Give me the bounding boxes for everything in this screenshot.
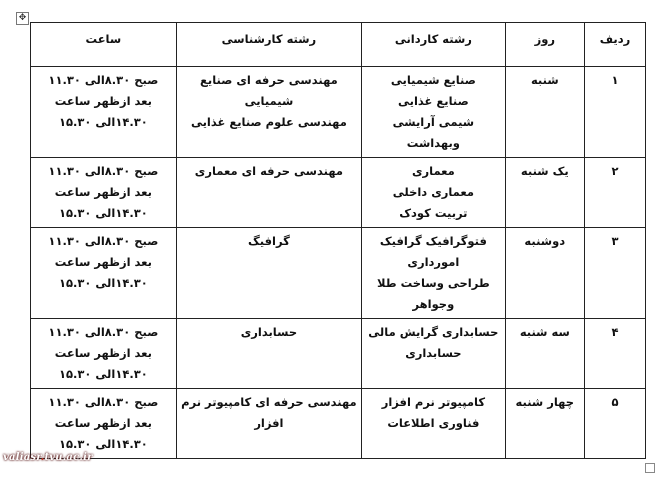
cell-day: دوشنبه [505, 228, 584, 319]
cell-karshenasi [176, 228, 361, 319]
header-time: ساعت [31, 23, 177, 67]
cell-line: ۱۴.۳۰الی ۱۵.۳۰ [58, 367, 148, 381]
site-watermark [3, 452, 93, 463]
cell-day: چهار شنبه [505, 389, 584, 459]
cell-time [31, 67, 177, 158]
cell-row-number: ۳ [584, 228, 645, 319]
cell-line: شیمیایی [244, 94, 294, 108]
cell-karshenasi [176, 67, 361, 158]
cell-line: ۱۴.۳۰الی ۱۵.۳۰ [58, 276, 148, 290]
cell-line: فتوگرافیک گرافیک [379, 234, 487, 248]
cell-line: صبح ۸.۳۰الی ۱۱.۳۰ [48, 395, 159, 409]
cell-line: وجواهر [412, 297, 455, 311]
cell-line: طراحی وساخت طلا [377, 276, 490, 290]
table-resize-handle-icon[interactable] [645, 463, 655, 473]
table-row [31, 228, 646, 319]
cell-line: فناوری اطلاعات [387, 416, 480, 430]
cell-line: مهندسی علوم صنایع غذایی [190, 115, 347, 129]
cell-line: ۱۴.۳۰الی ۱۵.۳۰ [58, 115, 148, 129]
cell-kardani [362, 158, 506, 228]
cell-line: مهندسی حرفه ای صنایع [200, 73, 338, 87]
cell-line: صنایع شیمیایی [390, 73, 476, 87]
cell-line: بعد ازظهر ساعت [54, 346, 152, 360]
table-row [31, 158, 646, 228]
cell-line: ۱۴.۳۰الی ۱۵.۳۰ [58, 437, 148, 451]
cell-day: شنبه [505, 67, 584, 158]
cell-line: صبح ۸.۳۰الی ۱۱.۳۰ [48, 325, 159, 339]
cell-line: معماری [411, 164, 455, 178]
watermark-suffix: tvu.ac.ir [44, 452, 93, 463]
header-kardani: رشته کاردانی [362, 23, 506, 67]
cell-line: حسابداری گرایش مالی [368, 325, 499, 339]
cell-karshenasi [176, 158, 361, 228]
cell-kardani [362, 67, 506, 158]
cell-line: حسابداری [240, 325, 298, 339]
cell-line: مهندسی حرفه ای معماری [194, 164, 344, 178]
header-karshenasi: رشته کارشناسی [176, 23, 361, 67]
cell-line: امورداری [407, 255, 460, 269]
cell-karshenasi [176, 319, 361, 389]
schedule-table [30, 22, 646, 459]
cell-time [31, 228, 177, 319]
cell-line: ۱۴.۳۰الی ۱۵.۳۰ [58, 206, 148, 220]
cell-day: سه شنبه [505, 319, 584, 389]
table-row [31, 67, 646, 158]
cell-line: بعد ازظهر ساعت [54, 416, 152, 430]
cell-time [31, 158, 177, 228]
watermark-prefix: valiasr [3, 452, 41, 463]
table-move-handle-icon[interactable]: ✥ [16, 12, 29, 25]
cell-time [31, 319, 177, 389]
cell-line: وبهداشت [406, 136, 460, 150]
cell-row-number: ۲ [584, 158, 645, 228]
cell-karshenasi [176, 389, 361, 459]
cell-row-number: ۵ [584, 389, 645, 459]
header-row-number: ردیف [584, 23, 645, 67]
cell-row-number: ۱ [584, 67, 645, 158]
cell-line: افزار [254, 416, 284, 430]
cell-line: معماری داخلی [392, 185, 474, 199]
cell-kardani [362, 389, 506, 459]
cell-line: شیمی آرایشی [392, 115, 475, 129]
cell-line: کامپیوتر نرم افزار [381, 395, 486, 409]
cell-line: صنایع غذایی [398, 94, 469, 108]
cell-row-number: ۴ [584, 319, 645, 389]
cell-line: صبح ۸.۳۰الی ۱۱.۳۰ [48, 164, 159, 178]
cell-line: صبح ۸.۳۰الی ۱۱.۳۰ [48, 73, 159, 87]
cell-day: یک شنبه [505, 158, 584, 228]
cell-line: بعد ازظهر ساعت [54, 255, 152, 269]
table-header-row [31, 23, 646, 67]
cell-line: بعد ازظهر ساعت [54, 94, 152, 108]
cell-line: مهندسی حرفه ای کامپیوتر نرم [181, 395, 357, 409]
cell-line: تربیت کودک [399, 206, 468, 220]
cell-line: حسابداری [405, 346, 462, 360]
table-row [31, 319, 646, 389]
header-day: روز [505, 23, 584, 67]
cell-line: صبح ۸.۳۰الی ۱۱.۳۰ [48, 234, 159, 248]
cell-line: بعد ازظهر ساعت [54, 185, 152, 199]
cell-line: گرافیگ [248, 234, 290, 248]
cell-kardani [362, 228, 506, 319]
cell-kardani [362, 319, 506, 389]
cell-time [31, 389, 177, 459]
watermark-dot: . [40, 452, 45, 463]
table-row [31, 389, 646, 459]
